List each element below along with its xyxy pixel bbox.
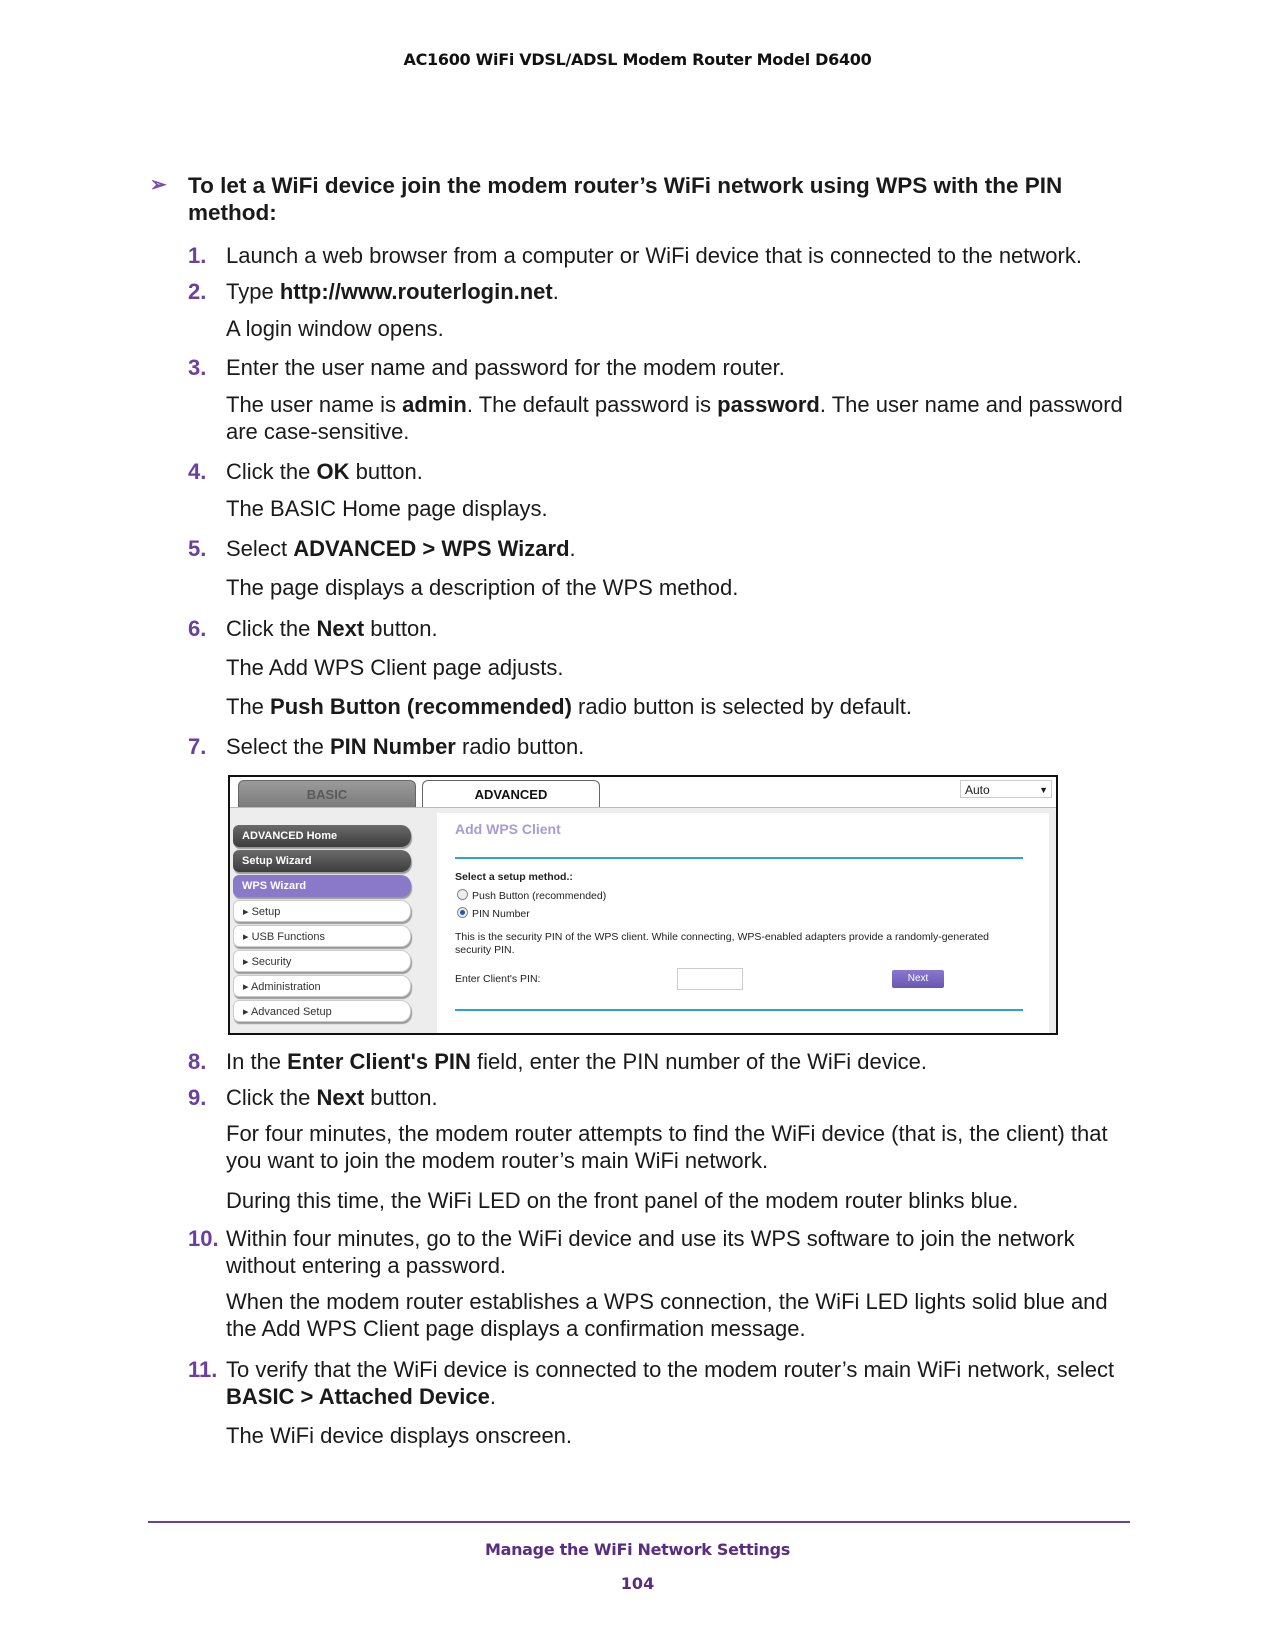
tab-advanced[interactable]: ADVANCED (422, 780, 600, 807)
content-panel (437, 813, 1049, 1033)
sidebar-item-setup[interactable]: ▸ Setup (233, 900, 411, 922)
step-2-note: A login window opens. (226, 316, 444, 341)
step-6: 6. Click the Next button. (188, 616, 438, 641)
step-9-note-2: During this time, the WiFi LED on the front panel of the modem router blinks blue. (226, 1188, 1019, 1213)
step-7: 7. Select the PIN Number radio button. (188, 734, 585, 759)
client-pin-input[interactable] (677, 968, 743, 990)
radio-pin-number[interactable]: PIN Number (457, 907, 530, 920)
sidebar-item-wps-wizard[interactable]: WPS Wizard (233, 875, 411, 897)
step-4: 4. Click the OK button. (188, 459, 423, 484)
footer-section-title: Manage the WiFi Network Settings (484, 1540, 791, 1559)
language-select[interactable]: Auto ▼ (960, 780, 1052, 798)
sidebar-item-advanced-setup[interactable]: ▸ Advanced Setup (233, 1000, 411, 1022)
arrow-bullet-icon: ➢ (150, 174, 167, 196)
sidebar-item-setup-wizard[interactable]: Setup Wizard (233, 850, 411, 872)
sidebar-item-security[interactable]: ▸ Security (233, 950, 411, 972)
step-6-note: The Add WPS Client page adjusts. (226, 655, 564, 680)
radio-selected-icon[interactable] (457, 907, 468, 918)
step-5-note: The page displays a description of the WPS method. (226, 575, 739, 600)
step-6-note-2: The Push Button (recommended) radio button is selected by default. (226, 694, 912, 719)
tab-basic[interactable]: BASIC (238, 780, 416, 807)
footer-divider (148, 1521, 1130, 1523)
top-tab-bar (230, 777, 1056, 808)
step-1: 1. Launch a web browser from a computer or WiFi device that is connected to the network. (188, 243, 1082, 268)
radio-icon[interactable] (457, 889, 468, 900)
step-3: 3. Enter the user name and password for the modem router. (188, 355, 785, 380)
sidebar-menu (233, 825, 411, 1025)
step-4-note: The BASIC Home page displays. (226, 496, 548, 521)
step-5: 5. Select ADVANCED > WPS Wizard. (188, 536, 576, 561)
running-header: AC1600 WiFi VDSL/ADSL Modem Router Model D6400 (403, 50, 872, 69)
radio-push-button[interactable]: Push Button (recommended) (457, 889, 606, 902)
step-11-note: The WiFi device displays onscreen. (226, 1423, 573, 1448)
step-8: 8. In the Enter Client's PIN field, enter the PIN number of the WiFi device. (188, 1049, 927, 1074)
add-wps-client-screenshot (228, 775, 1058, 1035)
sidebar-item-usb-functions[interactable]: ▸ USB Functions (233, 925, 411, 947)
step-10: 10. Within four minutes, go to the WiFi device and use its WPS software to join the network without entering a password. (188, 1226, 1075, 1278)
url-text: http://www.routerlogin.net (279, 279, 553, 304)
page-title: Add WPS Client (455, 821, 561, 837)
next-button[interactable]: Next (892, 970, 944, 988)
step-10-note: When the modem router establishes a WPS connection, the WiFi LED lights solid blue and the Add WPS Client page displays a confirmation message. (226, 1289, 1108, 1341)
step-11: 11. To verify that the WiFi device is connected to the modem router’s main WiFi network, select BASIC > Attached Device. (188, 1357, 1115, 1409)
pin-description: This is the security PIN of the WPS client. While connecting, WPS-enabled adapters provide a randomly-generated security PIN. (455, 931, 990, 956)
title-divider (455, 857, 1023, 859)
setup-method-label: Select a setup method.: (455, 871, 573, 883)
bottom-divider (455, 1009, 1023, 1011)
pin-label: Enter Client's PIN: (455, 973, 541, 985)
sidebar-item-administration[interactable]: ▸ Administration (233, 975, 411, 997)
step-9: 9. Click the Next button. (188, 1085, 438, 1110)
procedure-title: ➢ To let a WiFi device join the modem router’s WiFi network using WPS with the PIN method: (150, 173, 1063, 225)
chevron-down-icon: ▼ (1039, 785, 1048, 795)
step-2: 2. Type http://www.routerlogin.net. (188, 279, 559, 304)
sidebar-item-advanced-home[interactable]: ADVANCED Home (233, 825, 411, 847)
step-9-note: For four minutes, the modem router attempts to find the WiFi device (that is, the client) that you want to join the modem router’s main WiFi network. (226, 1121, 1108, 1173)
step-3-note: The user name is admin. The default password is password. The user name and password are case-sensitive. (226, 392, 1123, 444)
page-number: 104 (620, 1574, 655, 1593)
